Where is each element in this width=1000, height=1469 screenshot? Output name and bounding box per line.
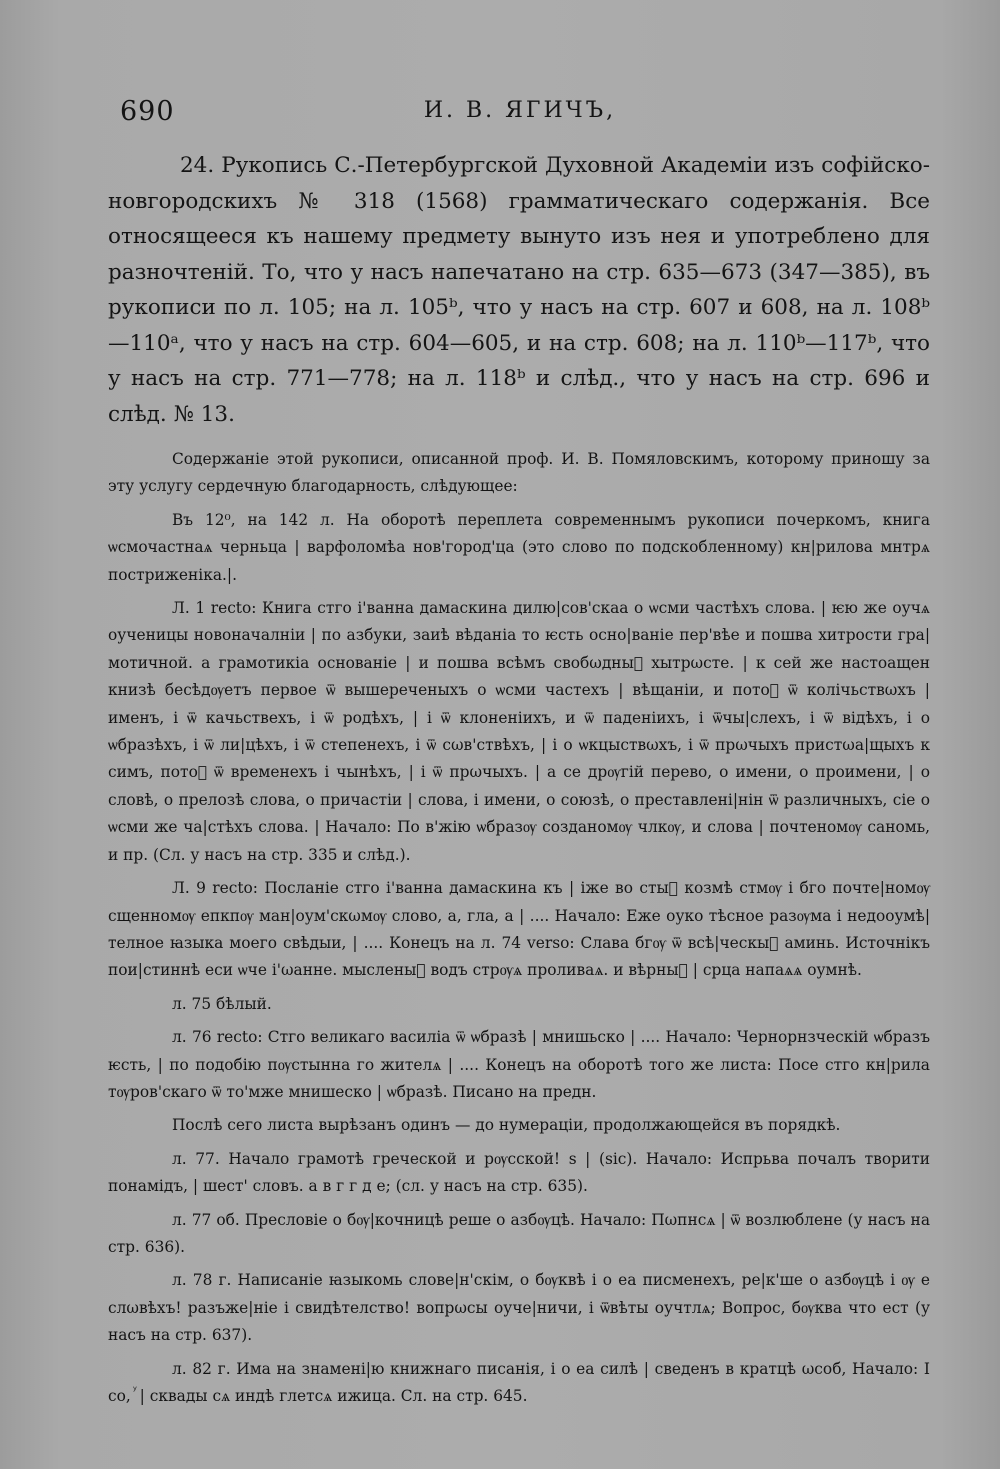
page-number: 690 bbox=[120, 96, 175, 127]
description-paragraph: Послѣ сего листа вырѣзанъ одинъ — до нумераціи, продолжающейся въ порядкѣ. bbox=[172, 1116, 841, 1135]
page-header bbox=[120, 96, 920, 136]
description-paragraph: л. 82 г. Има на знамені|ю книжнаго писанія, і о еа силѣ | сведенъ в кратцѣ ωсоб, Начало: І со, ꙷ | сквады сѧ индѣ глетсѧ ижица. Сл. на стр. 645. bbox=[108, 1359, 930, 1405]
description-paragraph: л. 76 recto: Стго великаго василіа ѿ ѡбразѣ | мнишьско | .... Начало: Чернорнзческій ѡбразъ ѥсть, | по подобію пѹстынна го жителѧ | .... Конецъ на оборотѣ того же листа: Посе стго кн|рила тѹров'скаго ѿ то'мже мнишеско | ѡбразѣ. Писано на предн. bbox=[108, 1028, 930, 1101]
description-paragraph: л. 77. Начало грамотѣ греческой и рѹсской! ѕ | (sic). Начало: Испрьва почалъ творити понамідъ, | шест' словъ. а в г г д е; (сл. у насъ на стр. 635). bbox=[108, 1149, 930, 1196]
description-paragraph: Въ 12⁰, на 142 л. На оборотѣ переплета современнымъ рукописи почеркомъ, книга ѡсмочастнаѧ черньца | варфоломѣа нов'город'ца (это слово по подскобленному) кн|рилова мнтрѧ постриженіка.|. bbox=[108, 510, 930, 584]
description-paragraph: л. 77 об. Пресловіе о бѹ|кочницѣ реше о азбѹцѣ. Начало: Пωпнсѧ | ѿ возлюблене (у насъ на стр. 636). bbox=[108, 1210, 930, 1256]
entry-paragraph: 24. Рукопись С.-Петербургской Духовной Академіи изъ софійско-новгородскихъ № 318 (1568) грамматическаго содержанія. Все относящееся къ нашему предмету вынуто изъ нея и употреблено для разночтеній. То, что у насъ напечатано на стр. 635—673 (347—385), въ рукописи по л. 105; на л. 105ᵇ, что у насъ на стр. 607 и 608, на л. 108ᵇ—110ᵃ, что у насъ на стр. 604—605, и на стр. 608; на л. 110ᵇ—117ᵇ, что у насъ на стр. 771—778; на л. 118ᵇ и слѣд., что у насъ на стр. 696 и слѣд. № 13. bbox=[108, 153, 930, 427]
description-paragraph: Содержаніе этой рукописи, описанной проф. И. В. Помяловскимъ, которому приношу за эту услугу сердечную благодарность, слѣдующее: bbox=[108, 450, 930, 496]
running-title: И. В. ЯГИЧЪ, bbox=[423, 98, 617, 123]
description-paragraph: Л. 9 recto: Посланіе стго і'ванна дамаскина къ | іже во стыⷯ козмѣ стмѹ і бго почте|номѹ сщенномѹ епкпѹ ман|оум'скωмѹ слово, а, гла, а | .... Начало: Еже оуко тѣсное разѹма і недооумѣ|телное ꙗзыка моего свѣдыи, | .... Конецъ на л. 74 verso: Слава бгѹ ѿ всѣ|ческыⷯ аминь. Источнікъ пои|стиннѣ еси ѡче і'ωанне. мысленыⷯ водъ стрѹѧ проливаѧ. и вѣрныⷯ | срца напаѧѧ оумнѣ. bbox=[108, 879, 930, 980]
description-paragraph: л. 78 г. Написаніе ꙗзыкомь слове|н'скім, о бѹквѣ і о еа писменехъ, ре|к'ше о азбѹцѣ і ѹ е слωвѣхъ! разъже|ніе і свидѣтелство! вопрωсы оуче|ничи, і ѿвѣты оучтлѧ; Вопрос, бѹква что ест (у насъ на стр. 637). bbox=[108, 1271, 930, 1345]
description-paragraph: л. 75 бѣлый. bbox=[172, 994, 272, 1013]
page-body bbox=[108, 148, 930, 1416]
description-paragraph: Л. 1 recto: Книга стго і'ванна дамаскина дилю|сов'скаа о ѡсми частѣхъ слова. | ѥю же оучѧ оученицы новоначалніи | по азбуки, заиѣ вѣданіа то ѥсть осно|ваніе пер'вѣе и пошва хитрости гра|мотичной. а грамотикіа основаніе | и пошва всѣмъ свобωдныⷨ хытрωсте. | к сей же настоащен книзѣ бесѣдѹетъ первое ѿ вышереченыхъ о ѡсми частехъ | вѣщаніи, и потоⷨ ѿ колічьствωхъ | именъ, і ѿ качьствехъ, і ѿ родѣхъ, | і ѿ клоненіихъ, и ѿ паденіихъ, і ѿчы|слехъ, і ѿ відѣхъ, і о ѡбразѣхъ, і ѿ ли|цѣхъ, і ѿ степенехъ, і ѿ сωв'ствѣхъ, | і о ѡкцыствωхъ, і ѿ прωчыхъ пристωа|щыхъ к симъ, потоⷨ ѿ временехъ і чынѣхъ, | і ѿ прωчыхъ. | а се дрѹгій перево, о имени, о проимени, | о словѣ, о прелозѣ слова, о причастіи | слова, і имени, о союзѣ, о преставлені|нін ѿ различныхъ, сіе о ѡсми же ча|стѣхъ слова. | Начало: По в'жію ѡбразѹ созданомѹ члкѹ, и слова | почтеномѹ саномь, и пр. (Сл. у насъ на стр. 335 и слѣд.). bbox=[108, 599, 930, 864]
